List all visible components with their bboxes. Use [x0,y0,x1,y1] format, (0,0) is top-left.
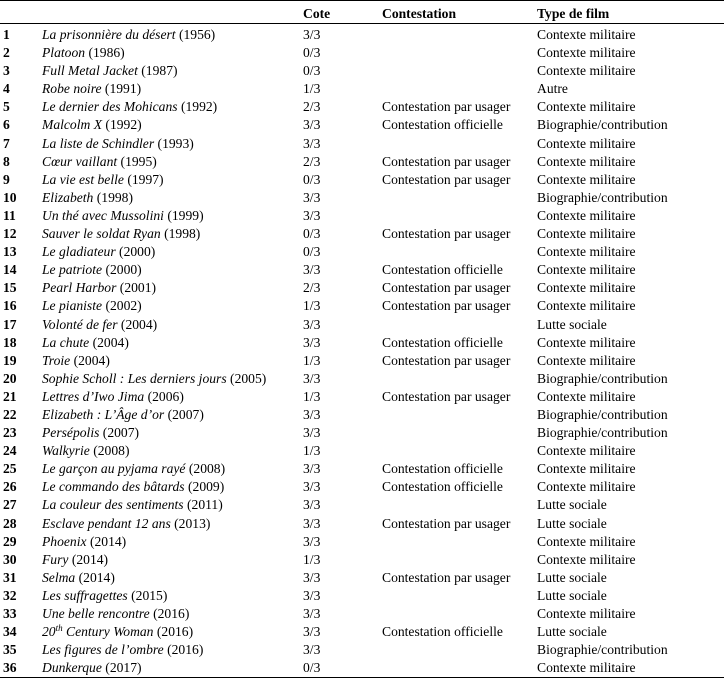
cote-value: 3/3 [303,370,321,386]
contestation-value: Contestation officielle [382,624,503,640]
table-row [0,44,724,62]
cote-value: 3/3 [303,27,321,42]
contestation-value [382,370,537,388]
film-title-cell [42,116,303,134]
film-title-cell [42,297,303,315]
film-year: (1998) [160,226,201,242]
film-year: (1991) [101,81,142,97]
table-row [0,533,724,551]
film-type: Biographie/contribution [537,642,668,658]
film-year: (2011) [183,497,223,513]
cote-value: 3/3 [303,406,321,422]
table-row [0,316,724,334]
row-number: 31 [3,569,17,585]
table-row [0,496,724,514]
film-type: Lutte sociale [537,569,607,585]
film-type: Contexte militaire [537,533,636,549]
film-year: (1999) [163,207,204,223]
film-title-cell [42,334,303,352]
cote-value: 0/3 [303,45,321,61]
table-row [0,515,724,533]
cote-value: 1/3 [303,388,321,404]
header-cote: Cote [303,6,331,21]
table-row [0,135,724,153]
film-title: Walkyrie [42,443,90,459]
film-type: Contexte militaire [537,443,636,459]
film-type: Contexte militaire [537,606,636,621]
film-type: Contexte militaire [537,479,636,495]
cote-value: 3/3 [303,334,321,350]
table-row [0,297,724,315]
film-title-cell [42,659,303,677]
table-row [0,116,724,134]
contestation-value [382,587,537,605]
cote-value: 3/3 [303,425,321,441]
cote-value: 1/3 [303,298,321,314]
film-title: Les figures de l’ombre [42,642,164,658]
contestation-value [382,243,537,261]
row-number: 10 [3,189,17,205]
film-year: (2008) [185,461,226,477]
cote-value: 3/3 [303,316,321,332]
row-number: 34 [3,624,17,640]
cote-value: 1/3 [303,352,321,368]
table-row [0,370,724,388]
film-title-cell [42,569,303,587]
row-number: 33 [3,606,17,621]
cote-value: 3/3 [303,642,321,658]
film-title-cell [42,641,303,659]
film-type: Lutte sociale [537,587,607,603]
row-number: 20 [3,370,17,386]
contestation-value [382,496,537,514]
film-type: Contexte militaire [537,298,636,314]
film-title-cell [42,135,303,153]
cote-value: 2/3 [303,99,321,115]
film-title-cell [42,370,303,388]
film-year: (2004) [117,316,158,332]
table-row [0,26,724,44]
film-year: (1992) [102,117,142,133]
film-title: Persépolis [42,425,100,441]
row-number: 30 [3,551,17,567]
film-title: Les suffragettes [42,587,128,603]
table-row [0,334,724,352]
film-year: (2006) [144,388,184,404]
cote-value: 1/3 [303,551,321,567]
film-title: Pearl Harbor [42,280,117,296]
row-number: 25 [3,461,17,477]
film-year: (2016) [163,642,204,658]
contestation-value [382,659,537,677]
row-number: 23 [3,425,17,441]
contestation-value [382,424,537,442]
film-year: (2007) [99,425,140,441]
contestation-value [382,551,537,569]
contestation-value: Contestation par usager [382,226,511,242]
contestation-value: Contestation par usager [382,298,511,314]
row-number: 5 [3,99,10,115]
film-type: Contexte militaire [537,352,636,368]
table-row [0,171,724,189]
film-title-cell [42,44,303,62]
contestation-value [382,316,537,334]
film-type: Biographie/contribution [537,425,668,441]
film-title: Sophie Scholl : Les derniers jours [42,370,227,386]
header-type: Type de film [537,6,610,21]
film-title: Sauver le soldat Ryan [42,226,161,242]
film-type: Lutte sociale [537,316,607,332]
table-row [0,153,724,171]
film-title: Une belle rencontre [42,606,150,621]
row-number: 17 [3,316,17,332]
header-contestation: Contestation [382,6,457,21]
table-row [0,98,724,116]
film-title-cell [42,460,303,478]
cote-value: 3/3 [303,606,321,621]
cote-value: 3/3 [303,117,321,133]
table-row [0,406,724,424]
contestation-value: Contestation par usager [382,171,511,187]
contestation-value: Contestation par usager [382,388,511,404]
contestation-value: Contestation par usager [382,515,511,531]
film-type: Contexte militaire [537,280,636,296]
cote-value: 3/3 [303,189,321,205]
table-row [0,62,724,80]
film-title-cell [42,189,303,207]
film-type: Contexte militaire [537,99,636,115]
cote-value: 0/3 [303,660,321,676]
row-number: 9 [3,171,10,187]
film-year: (2014) [75,569,115,585]
cote-value: 3/3 [303,461,321,477]
film-type: Contexte militaire [537,207,636,223]
film-type: Contexte militaire [537,334,636,350]
film-title: Platoon [42,45,86,61]
table-body [0,24,724,678]
contestation-value [382,641,537,659]
row-number: 1 [3,27,10,42]
film-title-cell [42,496,303,514]
film-type: Contexte militaire [537,153,636,169]
table-row [0,442,724,460]
contestation-value [382,189,537,207]
contestation-value [382,442,537,460]
film-title-cell [42,98,303,116]
film-title: Elizabeth [42,189,94,205]
row-number: 2 [3,45,10,61]
row-number: 16 [3,298,17,314]
film-type: Lutte sociale [537,497,607,513]
film-type: Autre [537,81,568,97]
film-year: (2016) [153,624,194,640]
contestation-value: Contestation officielle [382,262,503,278]
film-year: (2004) [70,352,110,368]
film-year: (2016) [149,606,190,621]
contestation-value [382,62,537,80]
contestation-value [382,80,537,98]
film-title-cell [42,225,303,243]
contestation-value: Contestation par usager [382,352,511,368]
film-title-cell [42,551,303,569]
row-number: 7 [3,135,10,151]
film-title-cell [42,62,303,80]
film-year: (2017) [101,660,142,676]
film-year: (2014) [68,551,109,567]
cote-value: 3/3 [303,135,321,151]
film-type: Contexte militaire [537,461,636,477]
film-type: Contexte militaire [537,244,636,260]
row-number: 35 [3,642,17,658]
table-header [0,1,724,24]
row-number: 21 [3,388,17,404]
row-number: 32 [3,587,17,603]
film-title: Cœur vaillant [42,153,118,169]
table-row [0,352,724,370]
film-title-cell [42,26,303,44]
table-row [0,189,724,207]
row-number: 18 [3,334,17,350]
table-row [0,460,724,478]
film-title: Volonté de fer [42,316,118,332]
contestation-value [382,406,537,424]
contestation-value: Contestation officielle [382,334,503,350]
film-year: (1986) [85,45,125,61]
row-number: 27 [3,497,17,513]
table-row [0,279,724,297]
film-type: Contexte militaire [537,135,636,151]
cote-value: 1/3 [303,443,321,459]
cote-value: 3/3 [303,479,321,495]
film-title-prefix: 20 [42,624,56,640]
film-year: (1997) [123,171,164,187]
cote-value: 3/3 [303,533,321,549]
cote-value: 3/3 [303,569,321,585]
film-year: (1998) [93,189,133,205]
table-row [0,478,724,496]
film-title-cell [42,533,303,551]
film-title: La vie est belle [42,171,124,187]
contestation-value [382,605,537,623]
film-title: La prisonnière du désert [42,27,176,42]
row-number: 36 [3,660,17,676]
film-title: Le dernier des Mohicans [42,99,178,115]
cote-value: 0/3 [303,226,321,242]
row-number: 22 [3,406,17,422]
table-row [0,207,724,225]
film-type: Lutte sociale [537,624,607,640]
table-row [0,641,724,659]
film-title: Le pianiste [42,298,103,314]
film-title: Dunkerque [42,660,102,676]
cote-value: 3/3 [303,515,321,531]
film-year: (2005) [226,370,267,386]
film-title-cell [42,352,303,370]
contestation-value [382,44,537,62]
table-row [0,623,724,641]
film-type: Biographie/contribution [537,117,668,133]
film-year: (2002) [102,298,142,314]
table-row [0,424,724,442]
film-title: La liste de Schindler [42,135,155,151]
row-number: 12 [3,226,17,242]
film-title-cell [42,587,303,605]
film-title: Lettres d’Iwo Jima [42,388,145,404]
table-row [0,80,724,98]
cote-value: 3/3 [303,262,321,278]
film-title-cell [42,605,303,623]
film-year: (2001) [116,280,157,296]
film-title: Le gladiateur [42,244,116,260]
cote-value: 3/3 [303,624,321,640]
film-type: Contexte militaire [537,551,636,567]
film-type: Contexte militaire [537,45,636,61]
row-number: 14 [3,262,17,278]
table-row [0,659,724,678]
film-title-cell [42,623,303,641]
table-row [0,605,724,623]
row-number: 26 [3,479,17,495]
contestation-value: Contestation par usager [382,569,511,585]
cote-value: 0/3 [303,63,321,79]
row-number: 3 [3,63,10,79]
cote-value: 2/3 [303,153,321,169]
film-year: (2009) [184,479,225,495]
film-title: Esclave pendant 12 ans [42,515,171,531]
film-title-cell [42,207,303,225]
film-title-cell [42,406,303,424]
film-type: Contexte militaire [537,171,636,187]
film-title-cell [42,515,303,533]
film-type: Contexte militaire [537,262,636,278]
row-number: 4 [3,81,10,97]
film-year: (2014) [86,533,127,549]
film-year: (1995) [117,153,157,169]
film-type: Lutte sociale [537,515,607,531]
film-title: La couleur des sentiments [42,497,184,513]
film-title-superscript: th [55,623,63,634]
row-number: 24 [3,443,17,459]
film-title-cell [42,442,303,460]
contestation-value: Contestation par usager [382,280,511,296]
film-title: Malcolm X [42,117,103,133]
film-title-cell [42,261,303,279]
cote-value: 3/3 [303,587,321,603]
film-type: Biographie/contribution [537,189,668,205]
film-title-cell [42,478,303,496]
film-title-cell [42,153,303,171]
contestation-value [382,135,537,153]
cote-value: 3/3 [303,207,321,223]
contestation-value: Contestation officielle [382,117,503,133]
row-number: 13 [3,244,17,260]
film-title: Robe noire [42,81,102,97]
row-number: 11 [3,207,16,223]
film-title: Un thé avec Mussolini [42,207,164,223]
film-title-cell [42,316,303,334]
row-number: 15 [3,280,17,296]
film-type: Contexte militaire [537,27,636,42]
film-year: (2000) [102,262,142,278]
table-row [0,261,724,279]
film-year: (2004) [89,334,129,350]
film-title: Elizabeth : L’Âge d’or [42,406,165,422]
film-title: Full Metal Jacket [42,63,138,79]
contestation-value: Contestation par usager [382,99,511,115]
table-row [0,388,724,406]
film-year: (1987) [137,63,178,79]
header-title [42,1,303,23]
film-title: Phoenix [42,533,87,549]
contestation-value [382,26,537,44]
contestation-value [382,207,537,225]
row-number: 19 [3,352,17,368]
film-year: (1993) [154,135,194,151]
row-number: 28 [3,515,17,531]
cote-value: 1/3 [303,81,321,97]
row-number: 29 [3,533,17,549]
cote-value: 0/3 [303,171,321,187]
film-year: (2008) [89,443,130,459]
contestation-value [382,533,537,551]
film-title: Le garçon au pyjama rayé [42,461,186,477]
film-type: Contexte militaire [537,388,636,404]
row-number: 8 [3,153,10,169]
contestation-value: Contestation officielle [382,479,503,495]
film-title: Le commando des bâtards [42,479,185,495]
film-title: Fury [42,551,69,567]
film-title-cell [42,80,303,98]
film-title: Le patriote [42,262,103,278]
film-type: Contexte militaire [537,226,636,242]
film-type: Contexte militaire [537,660,636,676]
film-year: (2013) [170,515,211,531]
film-year: (2000) [115,244,156,260]
table-row [0,569,724,587]
film-title: Century Woman [62,624,154,640]
film-year: (1956) [175,27,216,42]
film-title-cell [42,243,303,261]
film-title-cell [42,279,303,297]
film-title: Troie [42,352,71,368]
film-type: Biographie/contribution [537,370,668,386]
film-year: (2007) [164,406,204,422]
header-num [0,1,42,23]
contestation-value: Contestation par usager [382,153,511,169]
film-type: Biographie/contribution [537,406,668,422]
cote-value: 2/3 [303,280,321,296]
row-number: 6 [3,117,10,133]
table-row [0,587,724,605]
film-title-cell [42,171,303,189]
film-title-cell [42,424,303,442]
film-title: La chute [42,334,90,350]
contestation-value: Contestation officielle [382,461,503,477]
cote-value: 3/3 [303,497,321,513]
film-title-cell [42,388,303,406]
film-title: Selma [42,569,76,585]
table-row [0,243,724,261]
film-year: (1992) [177,99,218,115]
table-row [0,225,724,243]
cote-value: 0/3 [303,244,321,260]
film-type: Contexte militaire [537,63,636,79]
table-row [0,551,724,569]
film-year: (2015) [127,587,168,603]
